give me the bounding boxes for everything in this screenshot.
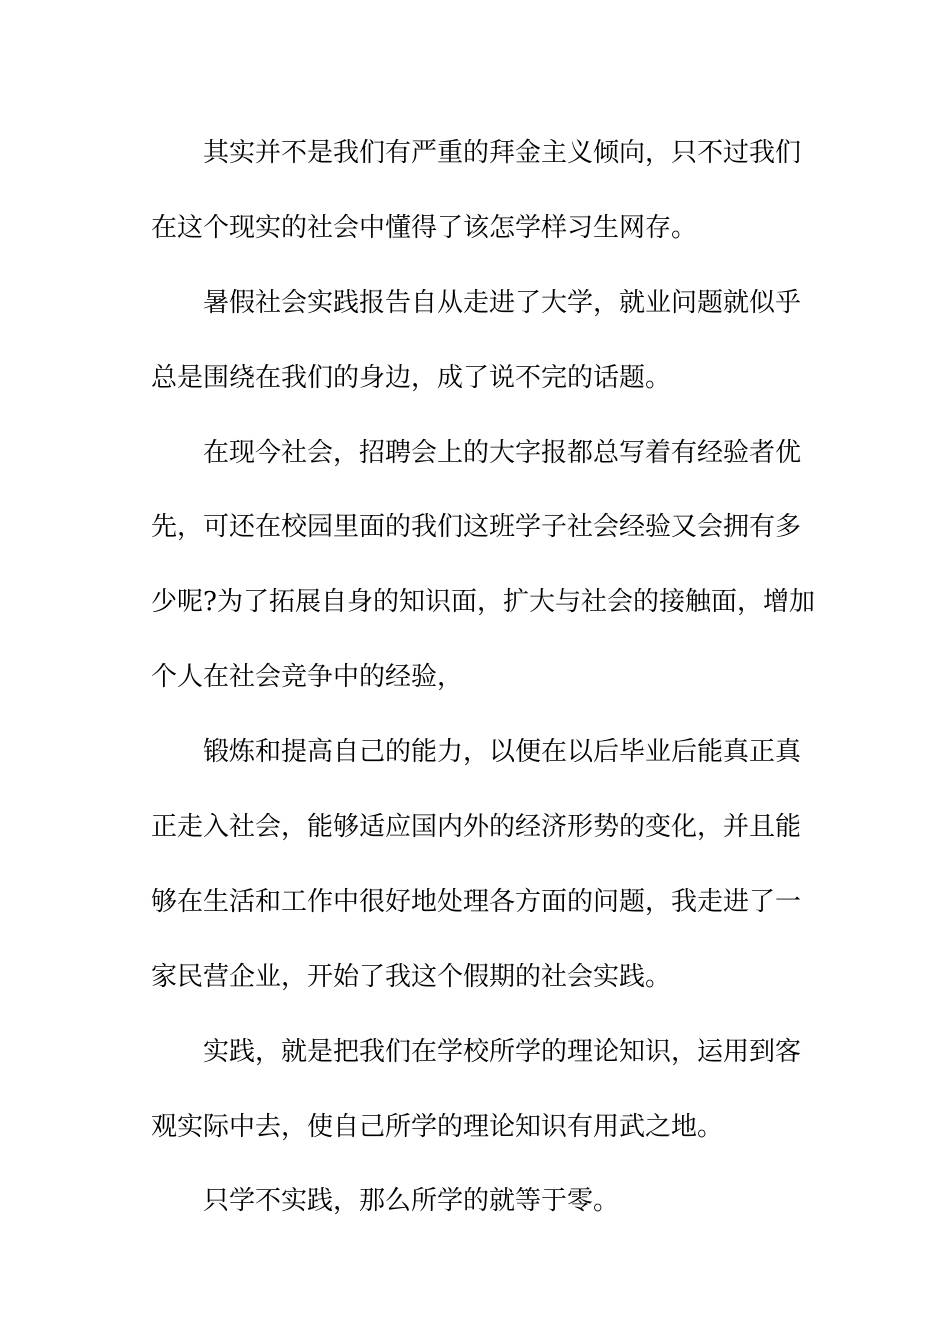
text-line: 总是围绕在我们的身边，成了说不完的话题。 (151, 362, 672, 393)
text-line: 暑假社会实践报告自从走进了大学，就业问题就似乎 (203, 287, 802, 318)
paragraph (151, 278, 811, 428)
paragraph (151, 128, 811, 278)
text-line: 够在生活和工作中很好地处理各方面的问题，我走进了一 (151, 886, 802, 917)
text-line: 个人在社会竞争中的经验， (151, 662, 464, 693)
text-line: 只学不实践，那么所学的就等于零。 (203, 1186, 620, 1217)
text-line: 其实并不是我们有严重的拜金主义倾向，只不过我们 (203, 138, 802, 168)
text-line: 少呢?为了拓展自身的知识面，扩大与社会的接触面，增加 (151, 587, 815, 618)
paragraph (151, 1027, 811, 1177)
text-line: 锻炼和提高自己的能力，以便在以后毕业后能真正真 (203, 737, 802, 768)
text-line: 在现今社会，招聘会上的大字报都总写着有经验者优 (203, 437, 802, 468)
text-line: 家民营企业，开始了我这个假期的社会实践。 (151, 961, 672, 992)
text-line: 观实际中去，使自己所学的理论知识有用武之地。 (151, 1111, 724, 1142)
body-text (151, 128, 815, 1251)
paragraph (151, 1176, 811, 1251)
text-line: 实践，就是把我们在学校所学的理论知识，运用到客 (203, 1036, 802, 1067)
paragraph (151, 727, 811, 1027)
paragraph (151, 428, 815, 728)
text-line: 先，可还在校园里面的我们这班学子社会经验又会拥有多 (151, 512, 802, 543)
text-line: 在这个现实的社会中懂得了该怎学样习生网存。 (151, 212, 698, 243)
text-line: 正走入社会，能够适应国内外的经济形势的变化，并且能 (151, 812, 802, 843)
